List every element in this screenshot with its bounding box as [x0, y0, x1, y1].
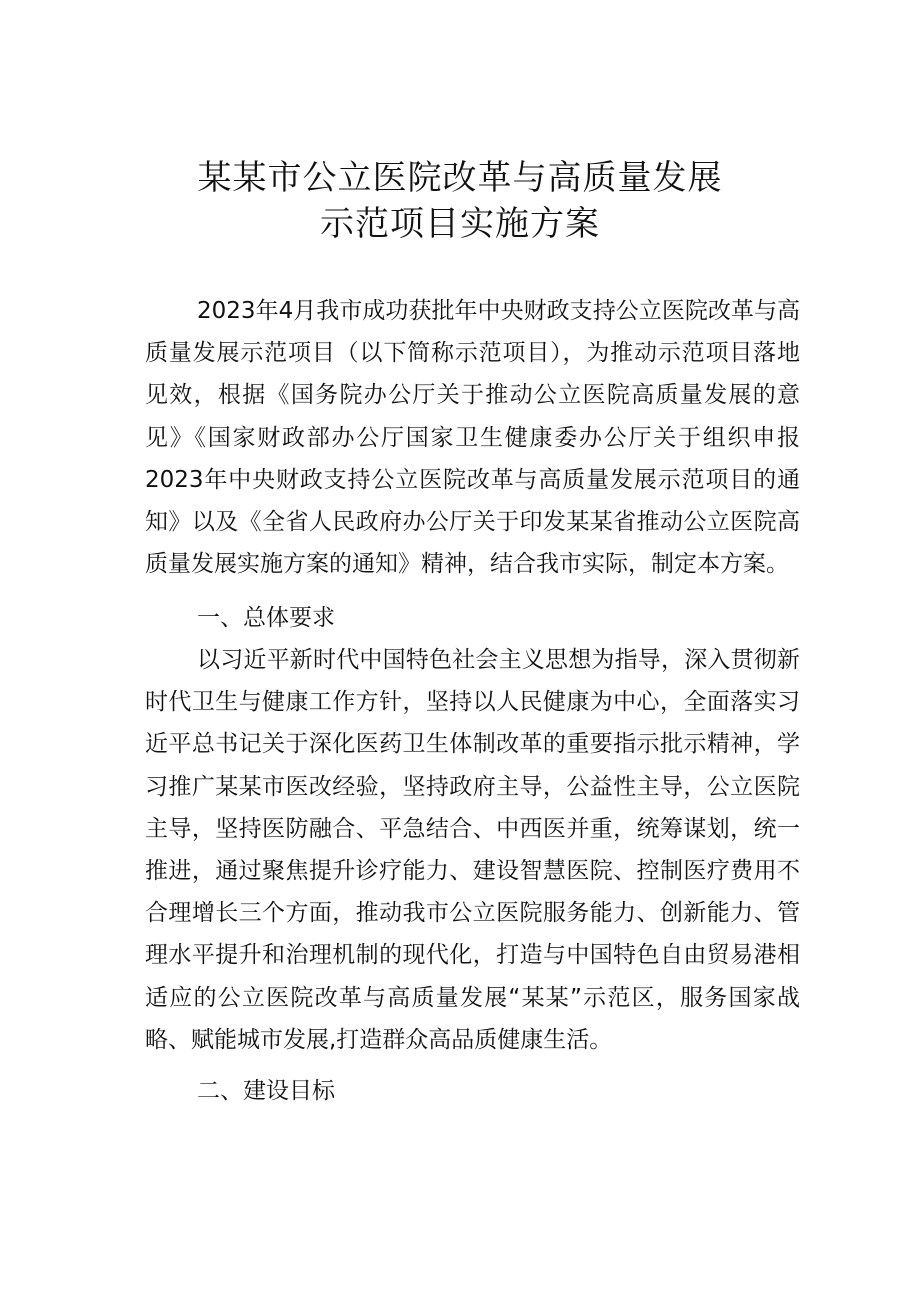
document-title-line-2: 示范项目实施方案	[320, 204, 600, 244]
document-title-line-1: 某某市公立医院改革与高质量发展	[197, 158, 723, 198]
section-1-heading: 一、总体要求	[197, 605, 335, 631]
intro-paragraph: 2023年4月我市成功获批年中央财政支持公立医院改革与高质量发展示范项目（以下简称示范项目），为推动示范项目落地见效，根据《国务院办公厅关于推动公立医院高质量发展的意见》《国家财政部办公厅国家卫生健康委办公厅关于组织申报2023年中央财政支持公立医院改革与高质量发展示范项目的通知》以及《全省人民政府办公厅关于印发某某省推动公立医院高质量发展实施方案的通知》精神，结合我市实际，制定本方案。	[145, 298, 800, 578]
section-1-paragraph: 以习近平新时代中国特色社会主义思想为指导，深入贯彻新时代卫生与健康工作方针，坚持以人民健康为中心，全面落实习近平总书记关于深化医药卫生体制改革的重要指示批示精神，学习推广某某市医改经验，坚持政府主导，公益性主导，公立医院主导，坚持医防融合、平急结合、中西医并重，统筹谋划，统一推进，通过聚焦提升诊疗能力、建设智慧医院、控制医疗费用不合理增长三个方面，推动我市公立医院服务能力、创新能力、管理水平提升和治理机制的现代化，打造与中国特色自由贸易港相适应的公立医院改革与高质量发展“某某”示范区，服务国家战略、赋能城市发展,打造群众高品质健康生活。	[145, 647, 800, 1053]
section-2-heading: 二、建设目标	[197, 1078, 335, 1104]
